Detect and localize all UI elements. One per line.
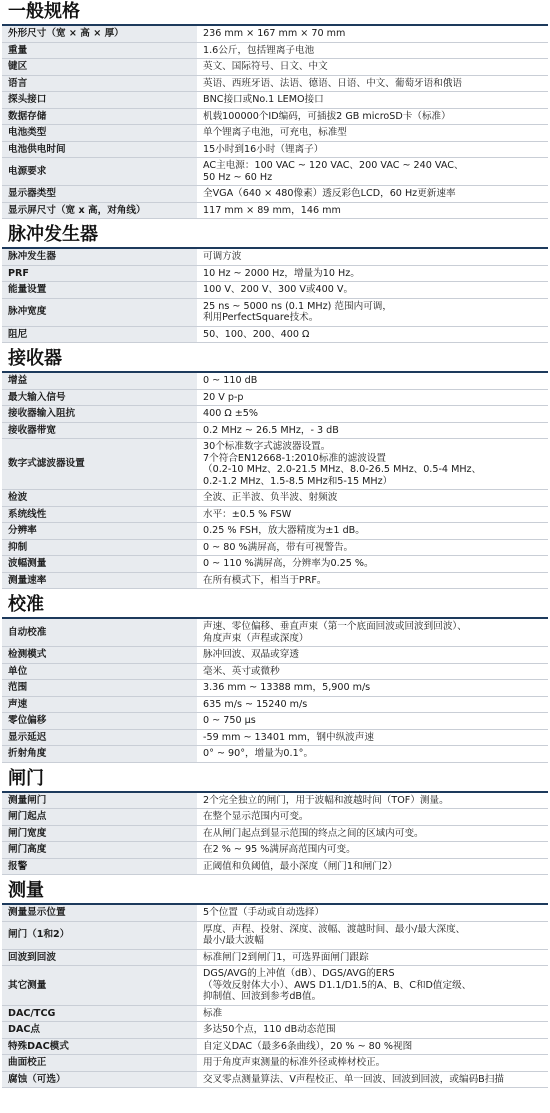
spec-label: 测量速率 bbox=[2, 572, 197, 589]
spec-label: 报警 bbox=[2, 858, 197, 875]
spec-label: 最大输入信号 bbox=[2, 389, 197, 406]
spec-label: 范围 bbox=[2, 680, 197, 697]
spec-row bbox=[2, 1022, 548, 1039]
spec-value: 0.2 MHz ~ 26.5 MHz，- 3 dB bbox=[197, 422, 548, 439]
spec-value: 0° ~ 90°，增量为0.1°。 bbox=[197, 746, 548, 763]
spec-row bbox=[2, 921, 548, 949]
spec-value: 50、100、200、400 Ω bbox=[197, 326, 548, 343]
spec-table bbox=[2, 619, 548, 763]
spec-value: 厚度、声程、投射、深度、波幅、渡越时间、最小/最大深度、 最小/最大波幅 bbox=[197, 921, 548, 949]
spec-value: 标准闸门2到闸门1，可选界面闸门跟踪 bbox=[197, 949, 548, 966]
section-title: 脉冲发生器 bbox=[2, 223, 548, 249]
spec-section bbox=[2, 879, 548, 1088]
spec-row bbox=[2, 389, 548, 406]
spec-value: 机载100000个ID编码，可插拔2 GB microSD卡（标准） bbox=[197, 108, 548, 125]
spec-row bbox=[2, 406, 548, 423]
spec-label: 电源要求 bbox=[2, 158, 197, 186]
spec-value: 117 mm × 89 mm，146 mm bbox=[197, 202, 548, 219]
spec-label: 闸门起点 bbox=[2, 809, 197, 826]
spec-value: 0.25 % FSH，放大器精度为±1 dB。 bbox=[197, 523, 548, 540]
spec-label: 增益 bbox=[2, 373, 197, 389]
spec-label: 分辨率 bbox=[2, 523, 197, 540]
spec-row bbox=[2, 59, 548, 76]
spec-value: 全波、正半波、负半波、射频波 bbox=[197, 490, 548, 507]
spec-row bbox=[2, 439, 548, 490]
spec-row bbox=[2, 949, 548, 966]
spec-value: 3.36 mm ~ 13388 mm，5,900 m/s bbox=[197, 680, 548, 697]
section-title: 接收器 bbox=[2, 347, 548, 373]
spec-label: 其它测量 bbox=[2, 966, 197, 1006]
spec-value: 10 Hz ~ 2000 Hz，增量为10 Hz。 bbox=[197, 265, 548, 282]
spec-row bbox=[2, 26, 548, 42]
spec-value: 在从闸门起点到显示范围的终点之间的区域内可变。 bbox=[197, 825, 548, 842]
spec-value: AC主电源：100 VAC ~ 120 VAC、200 VAC ~ 240 VAC、 50 Hz ~ 60 Hz bbox=[197, 158, 548, 186]
spec-value: 正阈值和负阈值，最小深度（闸门1和闸门2） bbox=[197, 858, 548, 875]
spec-label: DAC/TCG bbox=[2, 1005, 197, 1022]
spec-value: 英语、西班牙语、法语、德语、日语、中文、葡萄牙语和俄语 bbox=[197, 75, 548, 92]
spec-value: 水平：±0.5 % FSW bbox=[197, 506, 548, 523]
spec-label: 闸门高度 bbox=[2, 842, 197, 859]
spec-label: 腐蚀（可选） bbox=[2, 1071, 197, 1088]
spec-value: 全VGA（640 × 480像素）透反彩色LCD，60 Hz更新速率 bbox=[197, 186, 548, 203]
spec-value: 标准 bbox=[197, 1005, 548, 1022]
spec-row bbox=[2, 746, 548, 763]
spec-row bbox=[2, 572, 548, 589]
spec-row bbox=[2, 809, 548, 826]
spec-row bbox=[2, 92, 548, 109]
spec-row bbox=[2, 619, 548, 647]
spec-section bbox=[2, 0, 548, 219]
spec-row bbox=[2, 265, 548, 282]
spec-label: 单位 bbox=[2, 663, 197, 680]
spec-row bbox=[2, 842, 548, 859]
spec-label: 折射角度 bbox=[2, 746, 197, 763]
spec-value: 30个标准数字式滤波器设置。 7个符合EN12668-1:2010标准的滤波设置 （0.2-10 MHz、2.0-21.5 MHz、8.0-26.5 MHz、0.5-4 MHz、 0.2-1.2 MHz、1.5-8.5 MHz和5-15 MHz） bbox=[197, 439, 548, 490]
spec-value: 0 ~ 80 %满屏高，带有可视警告。 bbox=[197, 539, 548, 556]
spec-value: 20 V p-p bbox=[197, 389, 548, 406]
spec-value: 400 Ω ±5% bbox=[197, 406, 548, 423]
spec-label: 抑制 bbox=[2, 539, 197, 556]
spec-label: 脉冲发生器 bbox=[2, 249, 197, 265]
spec-row bbox=[2, 647, 548, 664]
spec-row bbox=[2, 490, 548, 507]
spec-label: 波幅测量 bbox=[2, 556, 197, 573]
spec-value: 在整个显示范围内可变。 bbox=[197, 809, 548, 826]
spec-value: 0 ~ 110 %满屏高，分辨率为0.25 %。 bbox=[197, 556, 548, 573]
spec-label: 显示延迟 bbox=[2, 729, 197, 746]
spec-table bbox=[2, 26, 548, 219]
spec-section bbox=[2, 347, 548, 589]
spec-row bbox=[2, 373, 548, 389]
spec-row bbox=[2, 282, 548, 299]
spec-row bbox=[2, 422, 548, 439]
spec-row bbox=[2, 905, 548, 921]
spec-row bbox=[2, 42, 548, 59]
spec-label: 能量设置 bbox=[2, 282, 197, 299]
spec-row bbox=[2, 141, 548, 158]
spec-row bbox=[2, 966, 548, 1006]
spec-label: 显示器类型 bbox=[2, 186, 197, 203]
spec-row bbox=[2, 663, 548, 680]
spec-row bbox=[2, 1038, 548, 1055]
section-title: 测量 bbox=[2, 879, 548, 905]
spec-table bbox=[2, 905, 548, 1088]
spec-label: 外形尺寸（宽 × 高 × 厚） bbox=[2, 26, 197, 42]
spec-label: 闸门（1和2） bbox=[2, 921, 197, 949]
spec-value: 在所有模式下，相当于PRF。 bbox=[197, 572, 548, 589]
spec-row bbox=[2, 713, 548, 730]
spec-label: 接收器带宽 bbox=[2, 422, 197, 439]
spec-label: 重量 bbox=[2, 42, 197, 59]
spec-row bbox=[2, 186, 548, 203]
spec-row bbox=[2, 75, 548, 92]
spec-row bbox=[2, 858, 548, 875]
spec-value: 5个位置（手动或自动选择） bbox=[197, 905, 548, 921]
spec-row bbox=[2, 1055, 548, 1072]
spec-label: 电池类型 bbox=[2, 125, 197, 142]
spec-value: 25 ns ~ 5000 ns (0.1 MHz) 范围内可调， 利用PerfectSquare技术。 bbox=[197, 298, 548, 326]
spec-value: 236 mm × 167 mm × 70 mm bbox=[197, 26, 548, 42]
spec-label: 数字式滤波器设置 bbox=[2, 439, 197, 490]
spec-label: 阻尼 bbox=[2, 326, 197, 343]
spec-label: 自动校准 bbox=[2, 619, 197, 647]
spec-label: 零位偏移 bbox=[2, 713, 197, 730]
spec-label: PRF bbox=[2, 265, 197, 282]
spec-label: DAC点 bbox=[2, 1022, 197, 1039]
section-title: 校准 bbox=[2, 593, 548, 619]
spec-label: 检测模式 bbox=[2, 647, 197, 664]
spec-value: 多达50个点，110 dB动态范围 bbox=[197, 1022, 548, 1039]
spec-label: 特殊DAC模式 bbox=[2, 1038, 197, 1055]
spec-label: 键区 bbox=[2, 59, 197, 76]
spec-value: 交叉零点测量算法、V声程校正、单一回波、回波到回波，或编码B扫描 bbox=[197, 1071, 548, 1088]
spec-label: 曲面校正 bbox=[2, 1055, 197, 1072]
spec-row bbox=[2, 506, 548, 523]
spec-section bbox=[2, 223, 548, 343]
spec-row bbox=[2, 298, 548, 326]
spec-table bbox=[2, 373, 548, 589]
spec-label: 闸门宽度 bbox=[2, 825, 197, 842]
spec-label: 脉冲宽度 bbox=[2, 298, 197, 326]
spec-row bbox=[2, 326, 548, 343]
spec-value: 1.6公斤，包括锂离子电池 bbox=[197, 42, 548, 59]
spec-label: 回波到回波 bbox=[2, 949, 197, 966]
spec-row bbox=[2, 556, 548, 573]
spec-value: 声速、零位偏移、垂直声束（第一个底面回波或回波到回波）、 角度声束（声程或深度） bbox=[197, 619, 548, 647]
spec-row bbox=[2, 125, 548, 142]
spec-row bbox=[2, 793, 548, 809]
spec-value: -59 mm ~ 13401 mm，钢中纵波声速 bbox=[197, 729, 548, 746]
spec-value: 脉冲回波、双晶或穿透 bbox=[197, 647, 548, 664]
section-title: 一般规格 bbox=[2, 0, 548, 26]
spec-label: 检波 bbox=[2, 490, 197, 507]
spec-row bbox=[2, 680, 548, 697]
spec-label: 语言 bbox=[2, 75, 197, 92]
spec-value: 毫米、英寸或微秒 bbox=[197, 663, 548, 680]
spec-value: 100 V、200 V、300 V或400 V。 bbox=[197, 282, 548, 299]
spec-row bbox=[2, 825, 548, 842]
spec-value: 英文、国际符号、日文、中文 bbox=[197, 59, 548, 76]
spec-label: 接收器输入阻抗 bbox=[2, 406, 197, 423]
spec-value: 自定义DAC（最多6条曲线），20 % ~ 80 %视图 bbox=[197, 1038, 548, 1055]
spec-section bbox=[2, 593, 548, 763]
spec-value: DGS/AVG的上冲值（dB）、DGS/AVG的ERS （等效反射体大小）、AWS D1.1/D1.5的A、B、C和D值定级、 抑制值、回波到参考dB值。 bbox=[197, 966, 548, 1006]
spec-label: 系统线性 bbox=[2, 506, 197, 523]
spec-value: 用于角度声束测量的标准外径或棒材校正。 bbox=[197, 1055, 548, 1072]
spec-row bbox=[2, 539, 548, 556]
spec-section bbox=[2, 767, 548, 876]
spec-label: 数据存储 bbox=[2, 108, 197, 125]
spec-label: 显示屏尺寸（宽 x 高，对角线） bbox=[2, 202, 197, 219]
spec-label: 测量闸门 bbox=[2, 793, 197, 809]
spec-label: 测量显示位置 bbox=[2, 905, 197, 921]
spec-row bbox=[2, 1071, 548, 1088]
spec-table bbox=[2, 249, 548, 343]
spec-row bbox=[2, 202, 548, 219]
section-title: 闸门 bbox=[2, 767, 548, 793]
spec-label: 声速 bbox=[2, 696, 197, 713]
spec-value: 635 m/s ~ 15240 m/s bbox=[197, 696, 548, 713]
spec-label: 电池供电时间 bbox=[2, 141, 197, 158]
spec-row bbox=[2, 696, 548, 713]
spec-row bbox=[2, 1005, 548, 1022]
spec-row bbox=[2, 729, 548, 746]
spec-value: 15小时到16小时（锂离子） bbox=[197, 141, 548, 158]
spec-value: BNC接口或No.1 LEMO接口 bbox=[197, 92, 548, 109]
spec-row bbox=[2, 523, 548, 540]
spec-row bbox=[2, 249, 548, 265]
spec-table bbox=[2, 793, 548, 876]
spec-value: 0 ~ 750 μs bbox=[197, 713, 548, 730]
spec-value: 可调方波 bbox=[197, 249, 548, 265]
spec-value: 在2 % ~ 95 %满屏高范围内可变。 bbox=[197, 842, 548, 859]
spec-row bbox=[2, 158, 548, 186]
spec-value: 单个锂离子电池，可充电，标准型 bbox=[197, 125, 548, 142]
spec-row bbox=[2, 108, 548, 125]
spec-value: 2个完全独立的闸门，用于波幅和渡越时间（TOF）测量。 bbox=[197, 793, 548, 809]
spec-label: 探头接口 bbox=[2, 92, 197, 109]
spec-value: 0 ~ 110 dB bbox=[197, 373, 548, 389]
